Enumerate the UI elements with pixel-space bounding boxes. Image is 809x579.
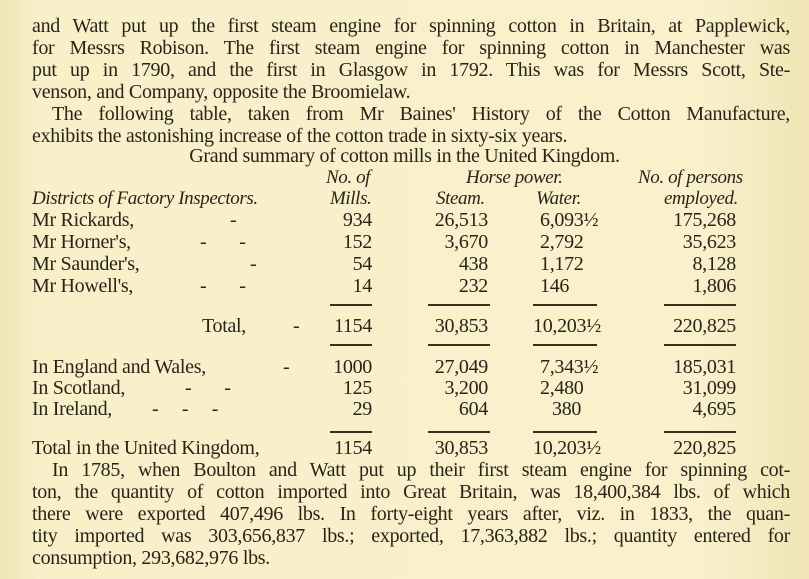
header-mills-top: No. of [326,167,371,188]
row-dashes: - - - [152,398,219,420]
cell-mills: 29 [352,398,372,420]
row-label: In Scotland, [32,377,126,399]
rule [330,304,372,306]
table-row [0,356,809,378]
table-row [0,377,809,399]
row-dashes: - [293,315,300,337]
text-line: put up in 1790, and the first in Glasgow in 1792. This was for Messrs Scott, Ste- [32,59,790,81]
cell-steam: 438 [458,253,488,275]
header-persons-bottom: employed. [664,188,738,209]
row-dashes: - [250,253,257,275]
cell-water: 7,343½ [540,356,599,378]
cell-persons: 1,806 [692,275,736,297]
cell-water: 10,203½ [533,437,601,459]
cell-mills: 152 [342,231,372,253]
rule [330,344,372,346]
table-row [0,275,809,297]
row-label: Mr Rickards, [32,209,134,231]
cell-steam: 604 [458,398,488,420]
row-dashes: - [283,356,290,378]
table-row [0,398,809,420]
text-line: consumption, 293,682,976 lbs. [32,547,270,569]
table-row [0,253,809,275]
cell-mills: 1000 [333,356,372,378]
text-line: venson, and Company, opposite the Broomielaw. [32,81,411,103]
row-label: Total in the United Kingdom, [32,437,260,459]
text-line: and Watt put up the first steam engine for spinning cotton in Britain, at Papplewick, [32,15,790,37]
rule [664,344,736,346]
cell-water: 2,480 [540,377,584,399]
cell-mills: 125 [342,377,372,399]
cell-water: 1,172 [540,253,584,275]
table-row [0,209,809,231]
cell-persons: 8,128 [692,253,736,275]
text-line: The following table, taken from Mr Baines' History of the Cotton Manufacture, [52,103,790,125]
row-label: Mr Horner's, [32,231,131,253]
row-label: Total, [202,315,247,337]
header-steam: Steam. [436,188,485,209]
cell-persons: 31,099 [682,377,736,399]
cell-persons: 220,825 [673,437,736,459]
cell-persons: 35,623 [682,231,736,253]
rule [428,304,490,306]
text-line: tity imported was 303,656,837 lbs.; exported, 17,363,882 lbs.; quantity entered for [32,525,790,547]
text-line: there were exported 407,496 lbs. In forty-eight years after, viz. in 1833, the quan- [32,503,790,525]
cell-mills: 14 [352,275,372,297]
header-mills-bottom: Mills. [330,188,372,209]
row-dashes: - - [200,231,246,253]
cell-steam: 3,200 [444,377,488,399]
cell-steam: 26,513 [434,209,488,231]
cell-steam: 232 [458,275,488,297]
cell-steam: 3,670 [444,231,488,253]
cell-water: 6,093½ [540,209,599,231]
table-row [0,231,809,253]
header-horse-power: Horse power. [466,167,563,188]
rule [664,304,736,306]
cell-mills: 934 [342,209,372,231]
rule [664,431,736,433]
cell-steam: 30,853 [434,315,488,337]
cell-persons: 175,268 [673,209,736,231]
cell-water: 146 [540,275,570,297]
cell-persons: 220,825 [673,315,736,337]
cell-water: 2,792 [540,231,584,253]
cell-mills: 1154 [333,437,372,459]
row-label: Mr Saunder's, [32,253,140,275]
rule [533,304,597,306]
row-label: In England and Wales, [32,356,206,378]
rule [428,344,490,346]
table-row-total [0,315,809,337]
cell-water: 10,203½ [533,315,601,337]
cell-water: 380 [552,398,582,420]
row-label: In Ireland, [32,398,112,420]
cell-steam: 27,049 [434,356,488,378]
text-line: ton, the quantity of cotton imported into Great Britain, was 18,400,384 lbs. of which [32,481,790,503]
cell-persons: 185,031 [673,356,736,378]
text-line: In 1785, when Boulton and Watt put up their first steam engine for spinning cot- [52,459,790,481]
header-persons-top: No. of persons [638,167,743,188]
table-title: Grand summary of cotton mills in the United Kingdom. [189,145,620,167]
row-dashes: - - [185,377,231,399]
table-row-grand-total [0,437,809,459]
cell-persons: 4,695 [692,398,736,420]
cell-mills: 54 [352,253,372,275]
cell-mills: 1154 [333,315,372,337]
rule [533,431,597,433]
rule [330,431,372,433]
header-water: Water. [536,188,581,209]
row-label: Mr Howell's, [32,275,134,297]
text-line: exhibits the astonishing increase of the cotton trade in sixty-six years. [32,125,568,147]
row-dashes: - - [200,275,246,297]
rule [428,431,490,433]
text-line: for Messrs Robison. The first steam engine for spinning cotton in Manchester was [32,37,790,59]
row-dashes: - [230,209,237,231]
rule [533,344,597,346]
header-districts: Districts of Factory Inspectors. [32,188,258,209]
cell-steam: 30,853 [434,437,488,459]
